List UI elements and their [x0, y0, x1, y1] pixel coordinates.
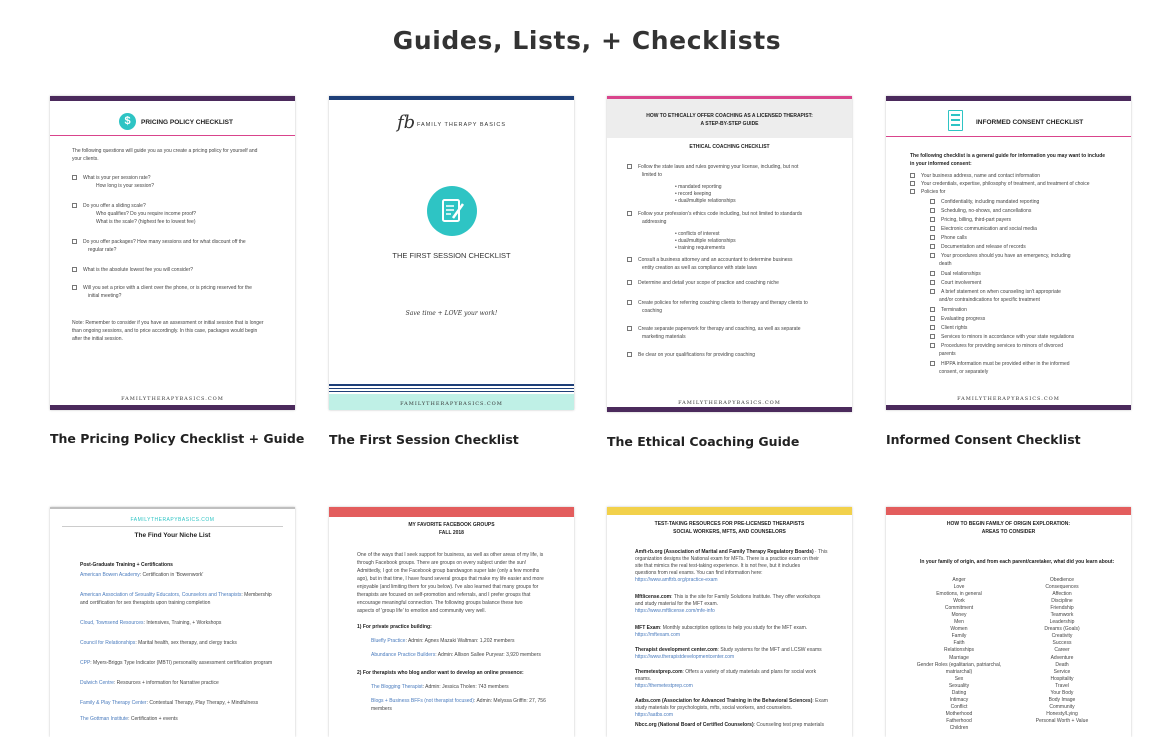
thumb-line: Abundance Practice Builders: Admin: Allison Sallee Puryear: 3,920 members	[371, 652, 541, 658]
thumb-item: coaching	[642, 308, 663, 314]
topic-item: Marriage	[949, 654, 969, 661]
thumb-line: Amft-rb.org (Association of Marital and Family Therapy Regulatory Boards) · This	[635, 549, 828, 555]
thumb-line: MFT Exam: Monthly subscription options to help you study for the MFT exam.	[635, 625, 808, 631]
topic-item: Family	[951, 633, 967, 640]
thumb-item: What is the scale? (highest fee to lowest fee)	[96, 219, 196, 225]
thumb-item: and/or contraindications for specific treatment	[939, 297, 1040, 303]
topic-item: Gender Roles (egalitarian, patriarchal,	[916, 661, 1002, 668]
find-your-niche-thumbnail[interactable]	[50, 507, 295, 737]
bottom-bar	[50, 405, 295, 410]
topic-column-left	[916, 577, 1002, 732]
ethical-coaching-thumbnail[interactable]	[607, 96, 852, 412]
thumb-item: Termination	[930, 307, 967, 314]
thumb-link[interactable]: https://aatbs.com	[635, 712, 674, 718]
thumb-line: American Association of Sexuality Educators, Counselors and Therapists: Membership	[80, 592, 272, 598]
thumb-line: Family & Play Therapy Center: Contextual Therapy, Play Therapy, + Mindfulness	[80, 700, 259, 706]
card-caption[interactable]: The First Session Checklist	[329, 432, 519, 447]
thumb-item: • mandated reporting	[675, 184, 722, 190]
thumb-text: enjoyable (and limiting them for you below). I've also learned that many groups for	[357, 584, 539, 590]
thumb-item: Documentation and release of records	[930, 244, 1026, 251]
thumb-link[interactable]: https://mftexam.com	[635, 632, 681, 638]
thumb-subheading: SOCIAL WORKERS, MFTS, AND COUNSELORS	[673, 529, 786, 535]
thumb-item: addressing	[642, 219, 667, 225]
thumb-subheading: AREAS TO CONSIDER	[981, 529, 1036, 535]
informed-consent-thumbnail[interactable]	[886, 96, 1131, 410]
topic-item: Honesty/Lying	[1046, 710, 1078, 717]
thumb-link[interactable]: https://themetestprep.com	[635, 683, 693, 689]
topic-item: Work	[953, 598, 965, 605]
thumb-heading: TEST-TAKING RESOURCES FOR PRE-LICENSED THERAPISTS	[654, 521, 805, 527]
thumb-line: site that mimics the real test-taking experience. It is not free, but it includes	[635, 563, 801, 569]
topic-item: Dreams (Goals)	[1044, 626, 1080, 633]
thumb-item: Procedures for providing services to minors of divorced	[930, 343, 1063, 350]
divider	[886, 136, 1131, 137]
tagline: Save time + LOVE your work!	[405, 310, 498, 317]
thumb-line: The Gottman Institute: Certification + events	[80, 716, 178, 722]
thumb-item: • dual/multiple relationships	[675, 198, 736, 204]
topic-item: Adventure	[1050, 654, 1074, 661]
thumb-item: A brief statement on when counseling isn't appropriate	[930, 289, 1061, 296]
topic-item: Success	[1052, 640, 1072, 647]
thumb-subheading: ETHICAL COACHING CHECKLIST	[689, 144, 770, 150]
thumb-item: Services to minors in accordance with your state regulations	[930, 334, 1074, 341]
card-caption[interactable]: The Ethical Coaching Guide	[607, 434, 800, 449]
thumb-text: One of the ways that I seek support for business, as well as other areas of my life, is	[357, 552, 544, 558]
thumb-item: initial meeting?	[88, 293, 122, 299]
stripe	[329, 391, 574, 392]
test-taking-thumbnail[interactable]	[607, 507, 852, 737]
card-caption[interactable]: Informed Consent Checklist	[886, 432, 1081, 447]
thumb-item: Do you offer packages? How many sessions and for what discount off the	[72, 239, 246, 246]
thumb-line: Nbcc.org (National Board of Certified Counselors): Counseling test prep materials	[635, 722, 824, 728]
thumb-line: Bluefly Practice: Admin: Agnes Mazaki Waltman: 1,202 members	[371, 638, 515, 644]
thumb-footer: FAMILYTHERAPYBASICS.COM	[400, 401, 503, 407]
thumb-text: in your informed consent:	[910, 161, 972, 167]
thumb-line: American Bowen Academy: Certification in 'Bowenwork'	[80, 572, 204, 578]
thumb-line: Dulwich Centre: Resources + information for Narrative practice	[80, 680, 219, 686]
thumb-item: • training requirements	[675, 245, 726, 251]
thumb-line: Cloud, Townsend Resources: Intensives, Training, + Workshops	[80, 620, 222, 626]
topic-item: Faith	[953, 640, 965, 647]
thumb-item: • conflicts of interest	[675, 231, 720, 237]
top-bar	[329, 507, 574, 517]
thumb-item: Electronic communication and social media	[930, 226, 1037, 233]
thumb-item: Consult a business attorney and an accountant to determine business	[627, 257, 793, 264]
thumb-item: Court involvement	[930, 280, 981, 287]
topic-item: Women	[950, 626, 968, 633]
thumb-item: marketing materials	[642, 334, 686, 340]
topic-item: Death	[1055, 661, 1069, 668]
thumb-question: 1) For private practice building:	[357, 624, 432, 630]
thumb-line: and certification for sex therapists upon training completion	[80, 600, 211, 606]
thumb-item: consent, or separately	[939, 369, 989, 375]
thumb-text: therapists are focused on self-promotion and referrals, and I prefer groups that	[357, 592, 531, 598]
thumb-text: Note: Remember to consider if you have an assessment or initial session that is longer	[72, 320, 264, 326]
topic-item: Men	[954, 619, 964, 626]
bottom-bar	[607, 407, 852, 412]
thumb-item: Will you set a price with a client over the phone, or is pricing reserved for the	[72, 285, 252, 292]
thumb-item: Determine and detail your scope of practice and coaching niche	[627, 280, 779, 287]
top-bar	[50, 507, 295, 509]
thumb-heading: The Find Your Niche List	[134, 532, 211, 539]
page-title: Guides, Lists, + Checklists	[392, 26, 782, 55]
thumb-link[interactable]: https://www.therapistdevelopmentcenter.com	[635, 654, 735, 660]
thumb-line: members	[371, 706, 392, 712]
topic-item: Love	[953, 584, 965, 591]
topic-item: Anger	[952, 577, 966, 583]
thumb-item: • record keeping	[675, 191, 712, 197]
thumb-heading: THE FIRST SESSION CHECKLIST	[392, 251, 511, 260]
thumb-line: Council for Relationships: Marital health, sex therapy, and clergy tracks	[80, 640, 237, 646]
topic-item: Service	[1053, 668, 1071, 675]
thumb-line: Therapist development center.com: Study systems for the MFT and LCSW exams	[635, 647, 822, 653]
topic-item: Friendship	[1050, 605, 1074, 612]
topic-item: Relationships	[943, 647, 975, 654]
topic-item: Fatherhood	[946, 717, 972, 724]
topic-item: Money	[951, 612, 967, 619]
topic-item: Teamwork	[1050, 612, 1074, 619]
thumb-item: Policies for	[910, 189, 945, 196]
top-bar	[886, 507, 1131, 515]
topic-item: Motherhood	[945, 710, 973, 717]
pricing-policy-thumbnail[interactable]	[50, 96, 295, 410]
thumb-item: limited to	[642, 172, 663, 178]
divider	[50, 135, 295, 136]
thumb-item: Who qualifies? Do you require income proof?	[96, 211, 197, 217]
thumb-item: entity creation as well as compliance with state laws	[642, 265, 758, 271]
thumb-item: Follow the state laws and rules governing your license, including, but not	[627, 164, 798, 171]
topic-item: Your Body	[1050, 689, 1074, 696]
brand-name: FAMILY THERAPY BASICS	[417, 122, 507, 128]
stripe	[329, 388, 574, 389]
thumb-item: Your credentials, expertise, philosophy of treatment, and treatment of choice	[910, 181, 1090, 188]
thumb-item: Follow your profession's ethics code including, but not limited to standards	[627, 211, 802, 218]
thumb-heading: HOW TO BEGIN FAMILY OF ORIGIN EXPLORATION:	[946, 521, 1071, 527]
top-bar	[50, 96, 295, 101]
thumb-line: Aatbs.com (Association for Advanced Training in the Behavioral Sciences): Exam	[635, 698, 828, 704]
topic-item: Sexuality	[948, 682, 970, 689]
thumb-item: regular rate?	[88, 247, 117, 253]
thumb-item: Be clear on your qualifications for providing coaching	[627, 352, 755, 359]
thumb-line: exams.	[635, 676, 652, 682]
thumb-footer: FAMILYTHERAPYBASICS.COM	[957, 396, 1060, 402]
thumb-line: and study material for the MFT exam.	[635, 601, 718, 607]
thumb-heading: A STEP-BY-STEP GUIDE	[700, 121, 759, 127]
family-of-origin-thumbnail[interactable]	[886, 507, 1131, 737]
top-bar	[329, 96, 574, 100]
topic-column-right	[1022, 577, 1102, 725]
thumb-item: Confidentiality, including mandated reporting	[930, 199, 1039, 206]
topic-item: Sex	[954, 675, 964, 682]
thumb-item: Create separate paperwork for therapy and coaching, as well as separate	[627, 326, 801, 333]
topic-item: Community	[1049, 703, 1075, 710]
thumb-heading: INFORMED CONSENT CHECKLIST	[976, 119, 1084, 126]
thumb-item: Dual relationships	[930, 271, 981, 278]
thumb-item: Create policies for referring coaching clients to therapy and therapy clients to	[627, 300, 808, 307]
thumb-subheading: FALL 2018	[439, 530, 464, 536]
bottom-bar	[886, 405, 1131, 410]
top-bar	[886, 96, 1131, 101]
card-caption[interactable]: The Pricing Policy Checklist + Guide	[50, 431, 305, 446]
topic-item: Affection	[1052, 591, 1072, 598]
thumb-line: The Blogging Therapist: Admin: Jessica Tholen: 743 members	[371, 684, 509, 690]
thumb-heading: PRICING POLICY CHECKLIST	[141, 119, 233, 126]
section-heading: Post-Graduate Training + Certifications	[80, 562, 173, 568]
thumb-text: after the initial session.	[72, 336, 123, 342]
divider	[62, 526, 283, 527]
thumb-heading: MY FAVORITE FACEBOOK GROUPS	[408, 522, 495, 528]
checklist-icon	[948, 110, 963, 131]
thumb-text: encourage meaningful connection. The following groups balance these two	[357, 600, 523, 606]
thumb-text: ago), but in that time, I have found several groups that make my life easier and more	[357, 576, 544, 582]
thumb-text: your clients.	[72, 156, 99, 162]
topic-item: Conflict	[950, 703, 968, 710]
thumb-text: Admittedly, I got on the Facebook group bandwagon super late (only a few months	[357, 568, 540, 574]
thumb-item: Your procedures should you have an emergency, including	[930, 253, 1071, 260]
topic-item: Leadership	[1049, 619, 1075, 626]
thumb-line: Themetestprep.com: Offers a variety of study materials and plans for social work	[635, 669, 817, 675]
thumb-line: Blogs + Business BFFs (not therapist focused): Admin: Melyssa Griffin: 27, 756	[371, 698, 546, 704]
thumb-heading: HOW TO ETHICALLY OFFER COACHING AS A LICENSED THERAPIST:	[646, 113, 813, 119]
thumb-item: How long is your session?	[96, 183, 155, 189]
thumb-footer: FAMILYTHERAPYBASICS.COM	[678, 400, 781, 406]
topic-item: Personal Worth + Value	[1035, 717, 1089, 724]
facebook-groups-thumbnail[interactable]	[329, 507, 574, 737]
thumb-item: Evaluating progress	[930, 316, 985, 323]
thumb-item: Phone calls	[930, 235, 967, 242]
topic-item: Children	[949, 724, 969, 731]
thumb-line: study materials for psychologists, mfts, social workers, and counselors.	[635, 705, 793, 711]
thumb-text: The following checklist is a general guide for information you may want to include	[910, 153, 1106, 159]
thumb-text: In your family of origin, and from each parent/caretaker, what did you learn about:	[920, 559, 1115, 565]
site-name: FAMILYTHERAPYBASICS.COM	[130, 517, 215, 523]
first-session-thumbnail[interactable]	[329, 96, 574, 410]
thumb-line: CPP: Myers-Briggs Type Indicator (MBTI) personality assessment certification program	[80, 660, 273, 666]
topic-item: Body Image	[1048, 696, 1076, 703]
topic-item: Creativity	[1051, 633, 1073, 640]
top-bar	[607, 507, 852, 515]
thumb-item: parents	[939, 351, 956, 357]
thumb-line: questions from real exams. You can find information here:	[635, 570, 763, 576]
thumb-item: What is the absolute lowest fee you will consider?	[72, 267, 193, 274]
topic-item: Commitment	[944, 605, 974, 612]
thumb-item: Client rights	[930, 325, 967, 332]
thumb-text: than ongoing sessions, and to price accordingly. In this case, packages would begin	[72, 328, 258, 334]
thumb-item: Scheduling, no-shows, and cancellations	[930, 208, 1031, 215]
stripe	[329, 384, 574, 386]
thumb-link[interactable]: https://www.mftlicense.com/mfe-info	[635, 608, 715, 614]
thumb-question: 2) For therapists who blog and/or want to develop an online presence:	[357, 670, 524, 676]
thumb-item: What is your per session rate?	[72, 175, 151, 182]
topic-item: Discipline	[1051, 598, 1073, 605]
topic-item: Travel	[1055, 682, 1069, 689]
thumb-item: death	[939, 261, 952, 267]
topic-item: Dating	[951, 689, 967, 696]
notepad-pen-icon	[427, 186, 477, 236]
thumb-link[interactable]: https://www.amftrb.org/practice-exam	[635, 577, 718, 583]
thumb-item: • dual/multiple relationships	[675, 238, 736, 244]
topic-item: Career	[1054, 647, 1070, 654]
thumb-text: through Facebook groups. There are groups on every subject under the sun!	[357, 560, 527, 566]
thumb-item: HIPPA information must be provided either in the informed	[930, 361, 1070, 368]
topic-item: Intimacy	[949, 696, 969, 703]
thumb-item: Pricing, billing, third-part payers	[930, 217, 1011, 224]
dollar-icon: $	[119, 113, 136, 130]
thumb-item: Your business address, name and contact information	[910, 173, 1040, 180]
topic-item: Consequences	[1045, 584, 1079, 591]
thumb-item: Do you offer a sliding scale?	[72, 203, 146, 210]
logo: fb	[397, 112, 416, 133]
thumb-text: aspects of 'group life' to emotion and community very well.	[357, 608, 486, 614]
thumb-line: organization designs the National exam for MFTs. There is a practice exam on their	[635, 556, 819, 562]
thumb-footer: FAMILYTHERAPYBASICS.COM	[121, 396, 224, 402]
thumb-text: The following questions will guide you as you create a pricing policy for yourself and	[72, 148, 258, 154]
topic-item: Hospitality	[1050, 675, 1074, 682]
topic-item: Emotions, in general	[936, 591, 982, 598]
topic-item: matriarchal)	[945, 668, 973, 675]
thumb-line: Mftlicense.com: This is the site for Family Solutions Institute. They offer workshops	[635, 594, 821, 600]
topic-item: Obedience	[1049, 577, 1075, 583]
